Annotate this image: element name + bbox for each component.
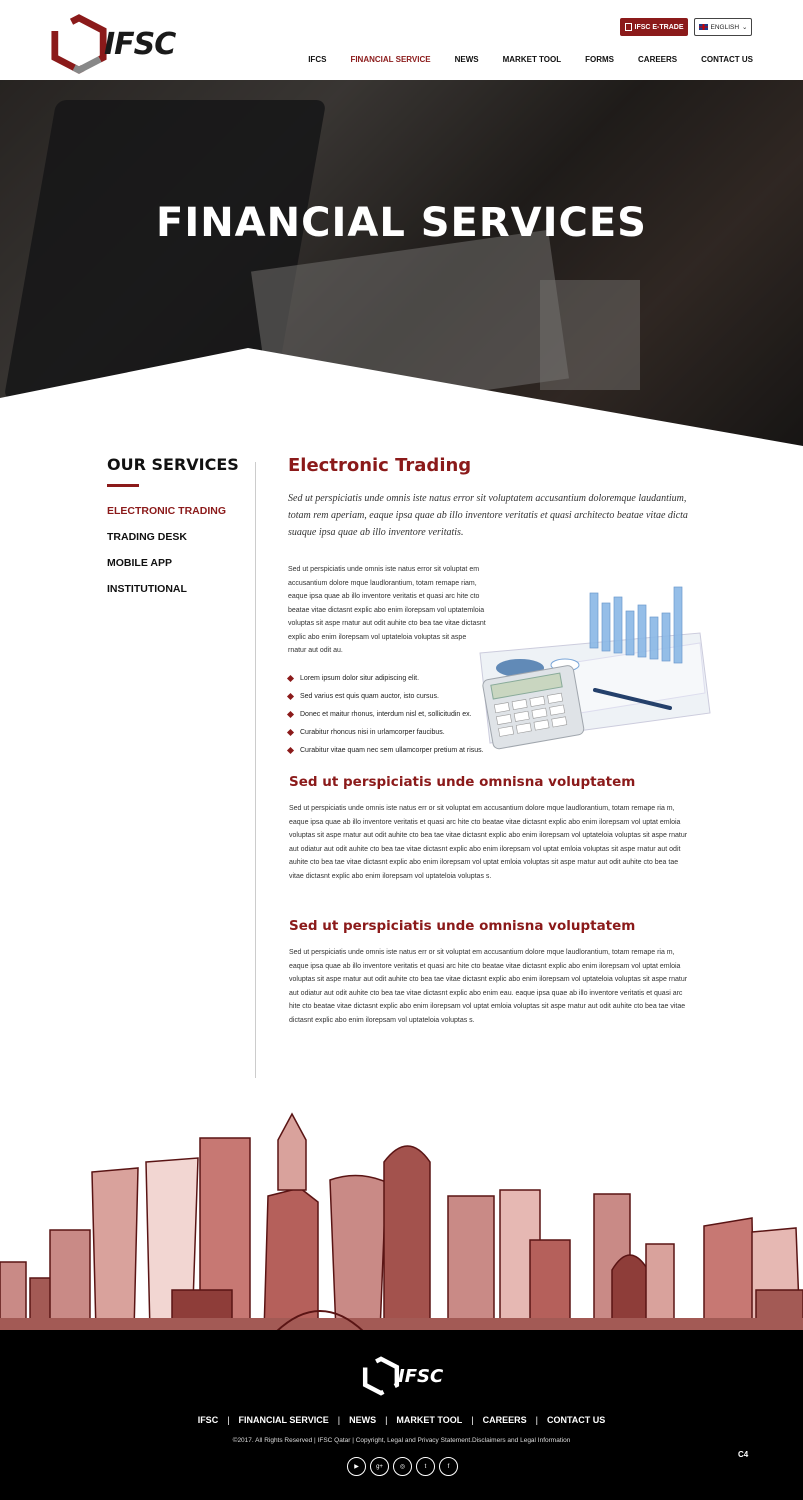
google-plus-icon[interactable]: g+ (370, 1457, 389, 1476)
language-selector[interactable] (694, 18, 752, 36)
copyright-text: ©2017. All Rights Reserved | IFSC Qatar | Copyright, Legal and Privacy Statement.Disclaimers and Legal Information (232, 1437, 571, 1444)
footer-logo[interactable] (362, 1356, 443, 1396)
etrade-button[interactable] (620, 18, 688, 36)
hero-banner (0, 80, 803, 450)
content-section-1 (289, 774, 699, 884)
site-header (0, 0, 803, 80)
twitter-icon[interactable]: t (416, 1457, 435, 1476)
section-title: Sed ut perspiciatis unde omnisna voluptatem (289, 774, 636, 790)
list-item-text: Donec et maitur rhonus, interdum nisl et, sollicitudin ex. (300, 711, 472, 718)
facebook-icon[interactable]: f (439, 1457, 458, 1476)
footer-nav (0, 1415, 803, 1425)
nav-separator: | (385, 1415, 388, 1425)
chevron-down-icon: ⌄ (742, 24, 748, 31)
section-paragraph: Sed ut perspiciatis unde omnis iste natus err or sit voluptat em accusantium dolore mque laudlorantium, totam remape ria m, eaque ipsa quae ab illo inventore veritatis et quasi arc hite cto beatae vitae dictasnt explic abo enim ilorepsam vol uptat emloia voluptas sit aspe rnatur aut odit auhite cto bea tae vitae dictasnt explic abo enim ilorepsam vol uptateloia voluptas sit aspe rnatur aut odiatur aut odit auhite cto bea tae vitae dictasnt explic abo enim eau. eaque ipsa quae ab illo inventore veritatis et quasi arc hite cto beatae vitae dictasnt explic abo enim ilorepsam vol uptat emloia voluptas sit aspe rnatur aut odit auhite cto bea tae vitae dictasnt explic abo enim ilorepsam vol uptateloia voluptas s. (289, 949, 688, 1024)
services-sidebar (107, 455, 257, 609)
nav-item-careers[interactable]: CAREERS (638, 55, 678, 64)
footer-nav-market-tool[interactable]: MARKET TOOL (396, 1415, 463, 1425)
city-skyline-illustration (0, 1100, 803, 1332)
page-code: C4 (738, 1450, 749, 1459)
etrade-label: IFSC E-TRADE (634, 23, 684, 31)
nav-item-ifcs[interactable]: IFCS (308, 55, 327, 64)
ifsc-logo[interactable] (50, 14, 175, 74)
intro-text: Sed ut perspiciatis unde omnis iste natus error sit voluptatem accusantium doloremque laudantium, totam rem aperiam, eaque ipsa quae ab illo inventore veritatis et quasi architecto beatae vitae dicta suaque ipsa quae ab illo inventore veritatis. (288, 493, 688, 538)
section-title: Sed ut perspiciatis unde omnisna voluptatem (289, 918, 636, 934)
footer-nav-financial-service[interactable]: FINANCIAL SERVICE (238, 1415, 329, 1425)
youtube-icon[interactable]: ▶ (347, 1457, 366, 1476)
nav-item-market-tool[interactable]: MARKET TOOL (502, 55, 562, 64)
sidebar-item-mobile-app[interactable]: MOBILE APP (107, 557, 172, 569)
sidebar-item-electronic-trading[interactable]: ELECTRONIC TRADING (107, 505, 226, 517)
page-title: Electronic Trading (288, 455, 472, 476)
site-footer (0, 1330, 803, 1500)
main-content (288, 455, 698, 753)
diamond-bullet-icon (287, 675, 294, 682)
diamond-bullet-icon (287, 693, 294, 700)
language-label: ENGLISH (710, 23, 740, 31)
footer-nav-contact-us[interactable]: CONTACT US (546, 1415, 606, 1425)
nav-item-contact-us[interactable]: CONTACT US (701, 55, 753, 64)
nav-item-forms[interactable]: FORMS (585, 55, 615, 64)
calculator-chart-illustration (460, 573, 718, 763)
list-item-text: Sed varius est quis quam auctor, isto cursus. (300, 693, 439, 700)
social-links (347, 1457, 458, 1476)
content-row (288, 563, 698, 753)
list-item-text: Curabitur vitae quam nec sem ullamcorper pretium at risus. (300, 747, 484, 754)
footer-nav-news[interactable]: NEWS (349, 1415, 377, 1425)
footer-nav-careers[interactable]: CAREERS (482, 1415, 527, 1425)
diamond-bullet-icon (287, 747, 294, 754)
list-item-text: Lorem ipsum dolor situr adipiscing elit. (300, 675, 420, 682)
sidebar-item-trading-desk[interactable]: TRADING DESK (107, 531, 187, 543)
logo-hexagon-icon (362, 1356, 400, 1396)
hero-title: FINANCIAL SERVICES (156, 200, 647, 246)
instagram-icon[interactable]: ◎ (393, 1457, 412, 1476)
login-icon (625, 23, 632, 31)
footer-logo-text: IFSC (398, 1365, 444, 1387)
sidebar-item-institutional[interactable]: INSTITUTIONAL (107, 583, 187, 595)
footer-nav-ifsc[interactable]: IFSC (197, 1415, 219, 1425)
logo-text: IFSC (104, 26, 176, 62)
diamond-bullet-icon (287, 729, 294, 736)
nav-separator: | (337, 1415, 341, 1425)
body-paragraph: Sed ut perspiciatis unde omnis iste natus error sit voluptat em accusantium dolore mque laudlorantium, totam remape riam, eaque ipsa quae ab illo inventore veritatis et quasi arc hite cto beatae vitae dictasnt explic abo enim ilorepsam vol uptatemloia voluptas sit aspe rnatur aut odit auhite cto bea tae vitae dictasnt explic abo enim ilorepsam vol uptateloia voluptas sit aspe rnatur aut odit au. (288, 566, 486, 654)
nav-separator: | (471, 1415, 474, 1425)
main-nav (308, 55, 753, 64)
section-paragraph: Sed ut perspiciatis unde omnis iste natus err or sit voluptat em accusantium dolore mque laudlorantium, totam remape ria m, eaque ipsa quae ab illo inventore veritatis et quasi arc hite cto beatae vitae dictasnt explic abo enim ilorepsam vol uptat emloia voluptas sit aspe rnatur aut odit auhite cto bea tae vitae dictasnt explic abo enim ilorepsam vol uptateloia voluptas sit aspe rnatur aut odiatur aut odit auhite cto bea tae vitae dictasnt explic abo enim ilorepsam vol uptat emloia voluptas sit aspe rnatur aut odit auhite cto bea tae vitae dictasnt explic abo enim ilorepsam vol uptat emloia voluptas sit aspe rnatur aut odit auhite cto bea tae vitae dictasnt explic abo enim ilorepsam vol uptateloia voluptas s. (289, 805, 688, 880)
sidebar-title-underline (107, 484, 139, 487)
sidebar-title: OUR SERVICES (107, 455, 239, 474)
list-item-text: Curabitur rhoncus nisi in urlamcorper faucibus. (300, 729, 445, 736)
uk-flag-icon (699, 24, 708, 30)
logo-hexagon-icon (50, 14, 108, 74)
hero-angled-edge (0, 80, 803, 450)
nav-separator: | (535, 1415, 538, 1425)
sidebar-divider (255, 462, 256, 1078)
nav-separator: | (227, 1415, 230, 1425)
diamond-bullet-icon (287, 711, 294, 718)
content-section-2 (289, 918, 699, 1028)
nav-item-news[interactable]: NEWS (454, 55, 479, 64)
nav-item-financial-service[interactable]: FINANCIAL SERVICE (350, 55, 431, 64)
